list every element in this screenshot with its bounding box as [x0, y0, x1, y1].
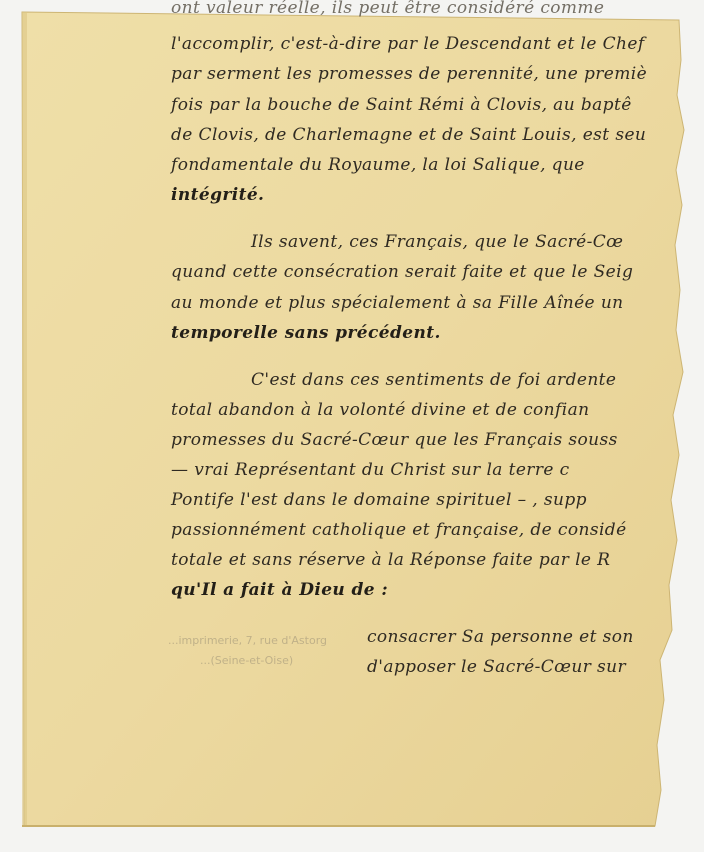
text-line: Ils savent, ces Français, que le Sacré-Cœ: [251, 232, 624, 252]
bleed-through-text: ...(Seine-et-Oise): [200, 654, 294, 667]
text-line: total abandon à la volonté divine et de confian: [171, 400, 590, 420]
text-line: temporelle sans précédent.: [171, 323, 441, 343]
text-line: au monde et plus spécialement à sa Fille Aînée un: [171, 293, 624, 313]
text-line: promesses du Sacré-Cœur que les Français souss: [171, 430, 618, 450]
text-line: C'est dans ces sentiments de foi ardente: [251, 370, 617, 390]
text-line: quand cette consécration serait faite et que le Seig: [171, 262, 634, 282]
text-line: de Clovis, de Charlemagne et de Saint Louis, est seu: [171, 125, 647, 145]
text-line: intégrité.: [171, 185, 265, 205]
text-line: — vrai Représentant du Christ sur la terre c: [171, 460, 570, 480]
text-line: ont valeur réelle, ils peut être considéré comme: [171, 0, 605, 18]
text-line: fois par la bouche de Saint Rémi à Clovis, au baptê: [171, 95, 632, 115]
text-line: par serment les promesses de perennité, une premiè: [171, 64, 648, 84]
text-line: Pontife l'est dans le domaine spirituel – , supp: [171, 490, 587, 510]
bleed-through-text: ...imprimerie, 7, rue d'Astorg: [168, 634, 328, 647]
text-line: qu'Il a fait à Dieu de :: [171, 580, 388, 600]
text-line: passionnément catholique et française, de considé: [171, 520, 627, 540]
text-line: l'accomplir, c'est-à-dire par le Descendant et le Chef: [171, 34, 645, 54]
text-line: totale et sans réserve à la Réponse faite par le R: [171, 550, 611, 570]
text-line: fondamentale du Royaume, la loi Salique, que: [171, 155, 585, 175]
quote-line: d'apposer le Sacré-Cœur sur: [367, 657, 627, 677]
quote-line: consacrer Sa personne et son: [367, 627, 634, 647]
